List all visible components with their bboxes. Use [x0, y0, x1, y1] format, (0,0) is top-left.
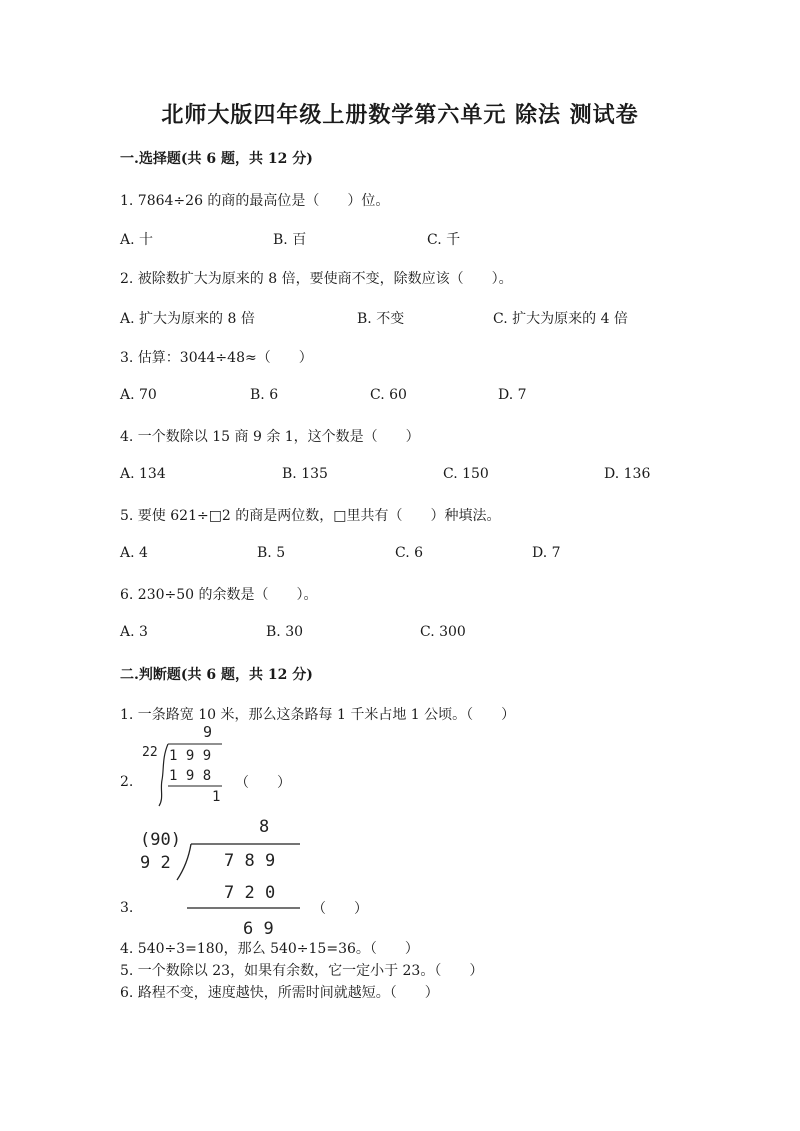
judgement-question-5: 5. 一个数除以 23，如果有余数，它一定小于 23。（ ） [120, 963, 484, 979]
judgement-question-3-answer-paren: （ ） [312, 901, 368, 917]
judgement-question-2-answer-paren: （ ） [235, 775, 291, 791]
question-3-option-c: C. 60 [370, 387, 407, 403]
division-2-bracket [159, 744, 168, 806]
judgement-question-2-label: 2. [120, 774, 134, 790]
judgement-question-1: 1. 一条路宽 10 米，那么这条路每 1 千米占地 1 公顷。（ ） [120, 707, 516, 723]
long-division-figure-2 [140, 718, 240, 808]
section-heading-judgement: 二.判断题(共 6 题，共 12 分) [120, 667, 313, 683]
judgement-question-3-label: 3. [120, 900, 134, 916]
division-2-product: 1 9 8 [169, 768, 212, 784]
question-2: 2. 被除数扩大为原来的 8 倍，要使商不变，除数应该（ ）。 [120, 271, 513, 287]
long-division-figure-3 [135, 812, 310, 940]
question-5-option-d: D. 7 [532, 545, 561, 561]
question-5-option-b: B. 5 [257, 545, 286, 561]
page-title: 北师大版四年级上册数学第六单元 除法 测试卷 [161, 102, 639, 128]
question-5: 5. 要使 621÷□2 的商是两位数，□里共有（ ）种填法。 [120, 508, 501, 524]
question-6-option-b: B. 30 [266, 624, 304, 640]
division-3-estimate: (90) [140, 830, 181, 850]
question-3-option-a: A. 70 [120, 387, 157, 403]
question-4-option-c: C. 150 [443, 466, 489, 482]
question-1-option-a: A. 十 [120, 232, 154, 248]
question-1: 1. 7864÷26 的商的最高位是（ ）位。 [120, 193, 390, 209]
division-2-dividend: 1 9 9 [169, 748, 212, 764]
division-3-divisor: 9 2 [140, 853, 171, 873]
question-2-option-b: B. 不变 [357, 311, 405, 327]
division-3-product: 7 2 0 [224, 883, 276, 903]
question-3-option-b: B. 6 [250, 387, 279, 403]
section-heading-choice: 一.选择题(共 6 题，共 12 分) [120, 151, 313, 167]
question-6-option-c: C. 300 [420, 624, 466, 640]
division-2-divisor: 22 [142, 745, 158, 760]
question-1-option-b: B. 百 [273, 232, 307, 248]
question-6: 6. 230÷50 的余数是（ ）。 [120, 587, 318, 603]
question-4: 4. 一个数除以 15 商 9 余 1，这个数是（ ） [120, 429, 420, 445]
question-3-option-d: D. 7 [498, 387, 527, 403]
question-4-option-d: D. 136 [604, 466, 651, 482]
division-3-dividend: 7 8 9 [224, 851, 276, 871]
question-5-option-a: A. 4 [120, 545, 148, 561]
question-5-option-c: C. 6 [395, 545, 424, 561]
division-3-quotient: 8 [259, 817, 270, 837]
judgement-question-6: 6. 路程不变，速度越快，所需时间就越短。（ ） [120, 985, 439, 1001]
division-2-remainder: 1 [212, 789, 221, 805]
question-2-option-a: A. 扩大为原来的 8 倍 [120, 311, 255, 327]
question-6-option-a: A. 3 [120, 624, 148, 640]
question-4-option-b: B. 135 [282, 466, 328, 482]
question-3: 3. 估算：3044÷48≈（ ） [120, 350, 313, 366]
question-4-option-a: A. 134 [120, 466, 166, 482]
question-1-option-c: C. 千 [427, 232, 461, 248]
judgement-question-4: 4. 540÷3=180，那么 540÷15=36。（ ） [120, 941, 419, 957]
division-3-remainder: 6 9 [243, 919, 274, 939]
division-2-quotient: 9 [203, 723, 213, 741]
question-2-option-c: C. 扩大为原来的 4 倍 [493, 311, 628, 327]
